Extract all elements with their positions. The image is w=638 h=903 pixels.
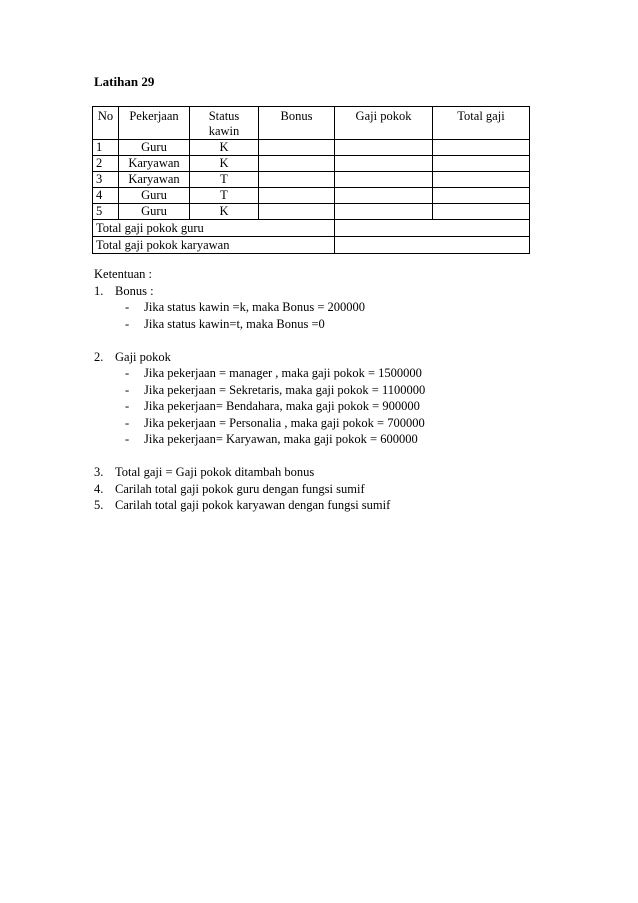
cell-bonus <box>259 140 335 156</box>
sub-list-text: Jika status kawin=t, maka Bonus =0 <box>144 316 325 331</box>
cell-pekerjaan: Karyawan <box>119 156 190 172</box>
sub-list-item <box>94 299 574 316</box>
sub-list-text: Jika pekerjaan = Personalia , maka gaji pokok = 700000 <box>144 415 425 430</box>
list-text: Carilah total gaji pokok guru dengan fungsi sumif <box>115 481 365 496</box>
cell-total-gaji <box>433 156 530 172</box>
exercise-title: Latihan 29 <box>94 74 155 89</box>
list-text: Gaji pokok <box>115 349 171 364</box>
list-number: 1. <box>94 283 104 298</box>
header-status-line1: Status <box>208 109 240 123</box>
sub-list-text: Jika status kawin =k, maka Bonus = 200000 <box>144 300 366 314</box>
cell-total-gaji <box>433 140 530 156</box>
table-row <box>93 188 530 204</box>
list-number: 4. <box>94 481 104 496</box>
cell-status: K <box>190 156 259 172</box>
header-gaji-pokok: Gaji pokok <box>335 107 433 140</box>
cell-status: T <box>190 188 259 204</box>
list-text: Carilah total gaji pokok karyawan dengan fungsi sumif <box>115 498 391 512</box>
cell-no: 1 <box>93 140 119 156</box>
footer-label-guru: Total gaji pokok guru <box>93 220 335 237</box>
list-number: 2. <box>94 349 104 364</box>
cell-pekerjaan: Guru <box>119 204 190 220</box>
table-row <box>93 172 530 188</box>
ketentuan-section <box>94 266 574 514</box>
list-number: 3. <box>94 465 104 479</box>
list-item <box>94 464 574 481</box>
cell-bonus <box>259 156 335 172</box>
dash-bullet: - <box>125 432 130 446</box>
list-text: Total gaji = Gaji pokok ditambah bonus <box>115 465 315 479</box>
cell-gaji-pokok <box>335 140 433 156</box>
cell-status: T <box>190 172 259 188</box>
cell-bonus <box>259 188 335 204</box>
cell-total-gaji <box>433 172 530 188</box>
ketentuan-heading: Ketentuan : <box>94 267 152 281</box>
list-item <box>94 481 574 498</box>
table-row <box>93 204 530 220</box>
cell-bonus <box>259 172 335 188</box>
cell-gaji-pokok <box>335 204 433 220</box>
sub-list-text: Jika pekerjaan= Karyawan, maka gaji pokok = 600000 <box>144 432 418 446</box>
sub-list-item <box>94 316 574 333</box>
header-pekerjaan: Pekerjaan <box>119 107 190 140</box>
sub-list-item <box>94 365 574 382</box>
header-status-line2: kawin <box>208 124 240 138</box>
cell-no: 5 <box>93 204 119 220</box>
header-no: No <box>93 107 119 140</box>
header-total-gaji: Total gaji <box>433 107 530 140</box>
cell-total-gaji <box>433 204 530 220</box>
sub-list-item <box>94 398 574 415</box>
cell-no: 3 <box>93 172 119 188</box>
header-status-kawin <box>190 107 259 140</box>
sub-list-item <box>94 431 574 448</box>
cell-gaji-pokok <box>335 188 433 204</box>
cell-pekerjaan: Guru <box>119 140 190 156</box>
list-item <box>94 283 574 300</box>
list-number: 5. <box>94 498 104 512</box>
dash-bullet: - <box>125 366 130 380</box>
dash-bullet: - <box>125 415 130 430</box>
dash-bullet: - <box>125 382 130 397</box>
dash-bullet: - <box>125 316 130 331</box>
table-row <box>93 140 530 156</box>
cell-pekerjaan: Guru <box>119 188 190 204</box>
footer-label-karyawan: Total gaji pokok karyawan <box>93 237 335 254</box>
cell-no: 2 <box>93 156 119 172</box>
sub-list-text: Jika pekerjaan = manager , maka gaji pokok = 1500000 <box>144 366 422 380</box>
sub-list-item <box>94 415 574 432</box>
header-bonus: Bonus <box>259 107 335 140</box>
table-row <box>93 156 530 172</box>
cell-total-gaji <box>433 188 530 204</box>
footer-value-guru <box>335 220 530 237</box>
salary-table <box>92 106 530 254</box>
sub-list-text: Jika pekerjaan= Bendahara, maka gaji pokok = 900000 <box>144 399 420 413</box>
dash-bullet: - <box>125 300 130 314</box>
footer-value-karyawan <box>335 237 530 254</box>
footer-row-karyawan <box>93 237 530 254</box>
list-item <box>94 497 574 514</box>
cell-pekerjaan: Karyawan <box>119 172 190 188</box>
list-item <box>94 349 574 366</box>
dash-bullet: - <box>125 399 130 413</box>
cell-gaji-pokok <box>335 156 433 172</box>
sub-list-item <box>94 382 574 399</box>
cell-no: 4 <box>93 188 119 204</box>
list-text: Bonus : <box>115 283 154 298</box>
sub-list-text: Jika pekerjaan = Sekretaris, maka gaji pokok = 1100000 <box>144 382 426 397</box>
cell-status: K <box>190 140 259 156</box>
table-header-row <box>93 107 530 140</box>
footer-row-guru <box>93 220 530 237</box>
cell-gaji-pokok <box>335 172 433 188</box>
cell-status: K <box>190 204 259 220</box>
cell-bonus <box>259 204 335 220</box>
